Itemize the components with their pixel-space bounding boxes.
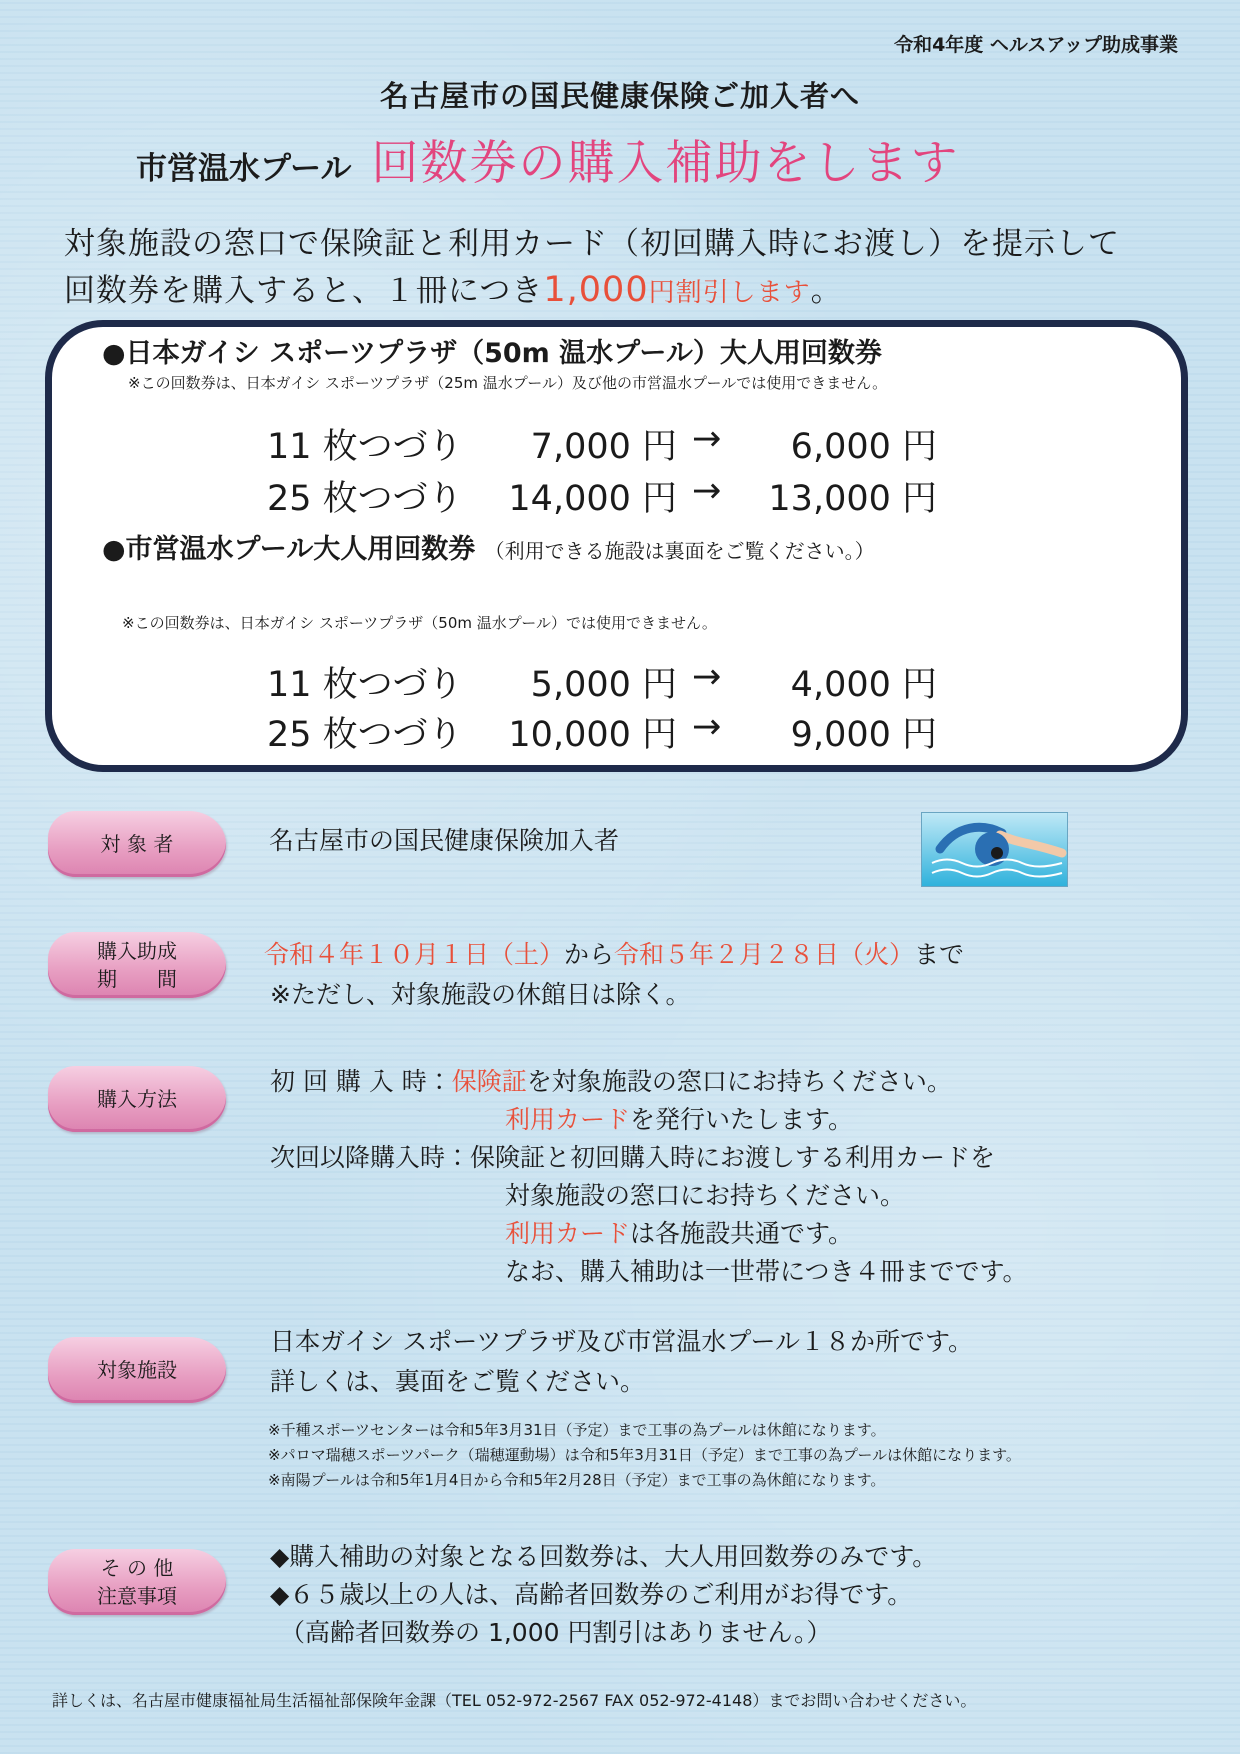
intro-line-1: 対象施設の窓口で保険証と利用カード（初回購入時にお渡し）を提示して [64, 226, 1120, 262]
period-end: 令和５年２月２８日（火） [614, 940, 915, 969]
method-tab [48, 1066, 226, 1132]
discount-amount: 1,000 [543, 270, 649, 310]
method-next-row [270, 1139, 995, 1177]
period-start: 令和４年１０月１日（土） [264, 940, 565, 969]
eligibility-text: 名古屋市の国民健康保険加入者 [269, 826, 620, 855]
method-first-row2 [505, 1101, 853, 1139]
notes-line2: ◆６５歳以上の人は、高齢者回数券のご利用がお得です。 [270, 1580, 913, 1609]
notes-line1: ◆購入補助の対象となる回数券は、大人用回数券のみです。 [270, 1542, 938, 1571]
section2-title-text: ●市営温水プール大人用回数券 [102, 534, 476, 565]
original-price: 14,000 円 [508, 479, 677, 519]
original-price: 5,000 円 [530, 665, 677, 705]
intro-text [64, 221, 1120, 316]
method-next-row3 [505, 1215, 853, 1253]
facilities-tab [48, 1337, 226, 1403]
section2-title [102, 527, 875, 566]
method-next-red3: 利用カード [505, 1219, 631, 1248]
section2-note: ※この回数券は、日本ガイシ スポーツプラザ（50m 温水プール）では使用できません。 [122, 614, 717, 632]
arrow-icon: → [692, 471, 722, 511]
swimmer-icon [922, 813, 1067, 886]
headline [136, 126, 959, 193]
eligibility-label: 対 象 者 [100, 832, 174, 856]
contact-footer: 詳しくは、名古屋市健康福祉局生活福祉部保険年金課（TEL 052-972-2567 FAX 052-972-4148）までお問い合わせください。 [52, 1691, 977, 1710]
eligibility-tab [48, 811, 226, 877]
headline-prefix: 市営温水プール [136, 151, 352, 187]
method-next-text2: 対象施設の窓口にお持ちください。 [505, 1181, 906, 1210]
method-next-text3: は各施設共通です。 [630, 1219, 854, 1248]
facilities-text1: 日本ガイシ スポーツプラザ及び市営温水プール１８か所です。 [270, 1327, 973, 1356]
closure-note: ※パロマ瑞穂スポーツパーク（瑞穂運動場）は令和5年3月31日（予定）まで工事の為プールは休館になります。 [268, 1446, 1021, 1464]
audience-heading: 名古屋市の国民健康保険ご加入者へ [379, 79, 860, 113]
closure-note: ※千種スポーツセンターは令和5年3月31日（予定）まで工事の為プールは休館になります。 [268, 1421, 886, 1439]
period-from: から [564, 940, 615, 969]
arrow-icon: → [692, 707, 722, 747]
notes-tab [48, 1549, 226, 1615]
section1-title: ●日本ガイシ スポーツプラザ（50m 温水プール）大人用回数券 [102, 338, 882, 369]
facilities-label: 対象施設 [97, 1358, 177, 1382]
program-label: 令和4年度 ヘルスアップ助成事業 [894, 34, 1178, 56]
closure-note: ※南陽プールは令和5年1月4日から令和5年2月28日（予定）まで工事の為休館になります。 [268, 1471, 886, 1489]
period-label-line1: 購入助成 [97, 939, 177, 963]
facilities-text2: 詳しくは、裏面をご覧ください。 [270, 1367, 646, 1396]
discounted-price: 9,000 円 [790, 715, 937, 755]
notes-label-line2: 注意事項 [97, 1584, 177, 1608]
period-note: ※ただし、対象施設の休館日は除く。 [270, 980, 691, 1009]
method-next-text1: 保険証と初回購入時にお渡しする利用カードを [470, 1143, 996, 1172]
method-first-red2: 利用カード [505, 1105, 631, 1134]
method-first-label: 初 回 購 入 時： [270, 1067, 452, 1096]
period-label-line2: 期 間 [97, 967, 177, 991]
ticket-count: 25 枚つづり [267, 715, 463, 755]
section1-note: ※この回数券は、日本ガイシ スポーツプラザ（25m 温水プール）及び他の市営温水プールでは使用できません。 [128, 374, 888, 392]
arrow-icon: → [692, 657, 722, 697]
period-tab [48, 932, 226, 998]
method-label: 購入方法 [97, 1087, 177, 1111]
method-first-text1: を対象施設の窓口にお持ちください。 [526, 1067, 952, 1096]
original-price: 7,000 円 [530, 427, 677, 467]
method-first-red1: 保険証 [451, 1067, 527, 1096]
period-until: まで [914, 940, 965, 969]
arrow-icon: → [692, 419, 722, 459]
ticket-price-box [45, 320, 1188, 772]
method-next-label: 次回以降購入時： [270, 1143, 471, 1172]
discounted-price: 4,000 円 [790, 665, 937, 705]
discounted-price: 6,000 円 [790, 427, 937, 467]
facilities-notes [268, 1418, 1021, 1493]
discounted-price: 13,000 円 [768, 479, 937, 519]
ticket-count: 11 枚つづり [267, 427, 463, 467]
intro-line-2-prefix: 回数券を購入すると、１冊につき [64, 273, 544, 309]
ticket-count: 11 枚つづり [267, 665, 463, 705]
notes-line3: （高齢者回数券の 1,000 円割引はありません。） [280, 1618, 832, 1647]
section2-title-note: （利用できる施設は裏面をご覧ください。） [484, 539, 875, 563]
period-dates [264, 936, 964, 974]
original-price: 10,000 円 [508, 715, 677, 755]
method-first-text2: を発行いたします。 [630, 1105, 854, 1134]
intro-line-2 [64, 267, 1120, 316]
method-next-text4: なお、購入補助は一世帯につき４冊までです。 [505, 1257, 1028, 1286]
method-first-row [270, 1063, 952, 1101]
ticket-count: 25 枚つづり [267, 479, 463, 519]
swimmer-illustration [921, 812, 1068, 887]
notes-label-line1: そ の 他 [100, 1556, 174, 1580]
intro-period: 。 [810, 273, 843, 309]
headline-main: 回数券の購入補助をします [371, 136, 960, 191]
discount-suffix: 円割引します [648, 278, 811, 308]
